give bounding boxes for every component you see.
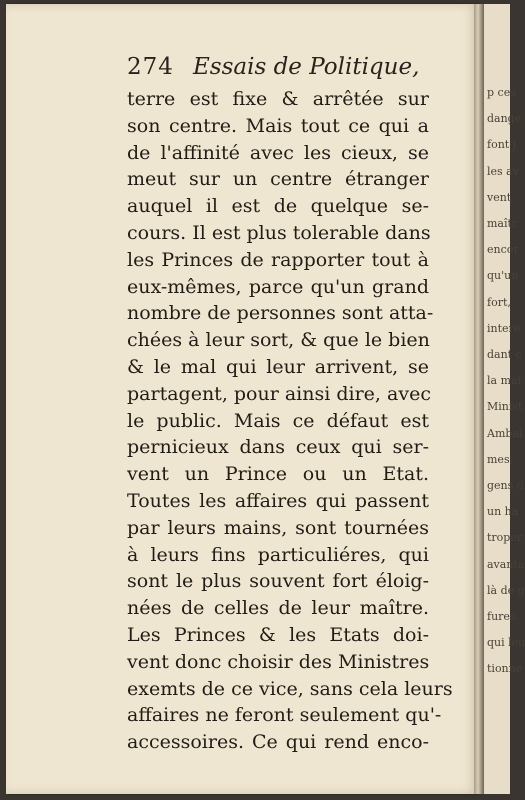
page-gutter-edge [474, 4, 484, 794]
text-line: sont le plus souvent fort éloig- [127, 570, 429, 593]
text-line: & le mal qui leur arrivent, se [127, 355, 429, 378]
text-line: meut sur un centre étranger [127, 168, 429, 191]
facing-page-fragment: fures. [487, 610, 520, 623]
facing-page-fragment: maîtr [487, 217, 518, 230]
facing-page-fragment: la mai [487, 374, 522, 388]
text-line: partagent, pour ainsi dire, avec [127, 382, 431, 405]
text-line: à leurs fins particuliéres, qui [127, 543, 429, 566]
text-line: de l'affinité avec les cieux, se [127, 141, 429, 164]
facing-page-fragment: p ces [487, 86, 516, 99]
text-line: pernicieux dans ceux qui ser- [127, 436, 429, 459]
facing-page-fragment: font j [487, 138, 517, 152]
text-line: le public. Mais ce défaut est [127, 409, 429, 432]
text-line: nombre de personnes sont atta- [127, 302, 434, 325]
running-title: Essais de Politique, [193, 54, 420, 80]
facing-page-fragment: là de g [487, 583, 525, 597]
text-line: terre est fixe & arrêtée sur [127, 88, 429, 110]
text-line: vent donc choisir des Ministres [127, 650, 430, 673]
page-number: 274 [127, 54, 174, 80]
facing-page-fragment: fort, [487, 295, 511, 309]
text-line: cours. Il est plus tolerable dans [127, 221, 431, 244]
text-line: son centre. Mais tout ce qui a [127, 114, 429, 137]
facing-page-fragment: troper [487, 531, 523, 545]
text-line: Toutes les affaires qui passent [127, 489, 429, 512]
text-line: exemts de ce vice, sans cela leurs [127, 677, 453, 700]
text-line: accessoires. Ce qui rend enco- [127, 731, 429, 754]
facing-page [484, 4, 525, 794]
facing-page-fragment: Minist [487, 400, 523, 414]
facing-page-fragment: dange [487, 112, 522, 126]
text-line: les Princes de rapporter tout à [127, 248, 429, 271]
facing-page-fragment: dant c [487, 348, 522, 361]
text-line: nées de celles de leur maître. [127, 597, 429, 620]
facing-page-fragment: les av [487, 164, 519, 178]
facing-page-fragment: avanta [487, 557, 525, 571]
facing-page-fragment: gens d [487, 479, 524, 492]
text-line: affaires ne feront seulement qu'- [127, 704, 442, 727]
text-line: par leurs mains, sont tournées [127, 516, 429, 539]
facing-page-fragment: qui leu [487, 636, 525, 650]
text-line: chées à leur sort, & que le bien [127, 329, 430, 352]
text-line: vent un Prince ou un Etat. [127, 463, 429, 486]
facing-page-fragment: vent [487, 190, 512, 204]
facing-page-fragment: Ambal [487, 426, 523, 440]
facing-page-fragment: qu'un [487, 269, 519, 283]
text-line: eux-mêmes, parce qu'un grand [127, 275, 429, 298]
text-line: auquel il est de quelque se- [127, 195, 429, 218]
body-text [127, 86, 453, 756]
text-line: Les Princes & les Etats doi- [127, 623, 429, 646]
facing-page-fragment: intere [487, 321, 521, 335]
facing-page-fragment: un ha [487, 505, 519, 519]
page-header [127, 54, 420, 84]
facing-page-fragment: mes, [487, 452, 514, 466]
facing-page-fragment: tionne [487, 662, 523, 676]
facing-page-fragment: encor [487, 243, 519, 257]
